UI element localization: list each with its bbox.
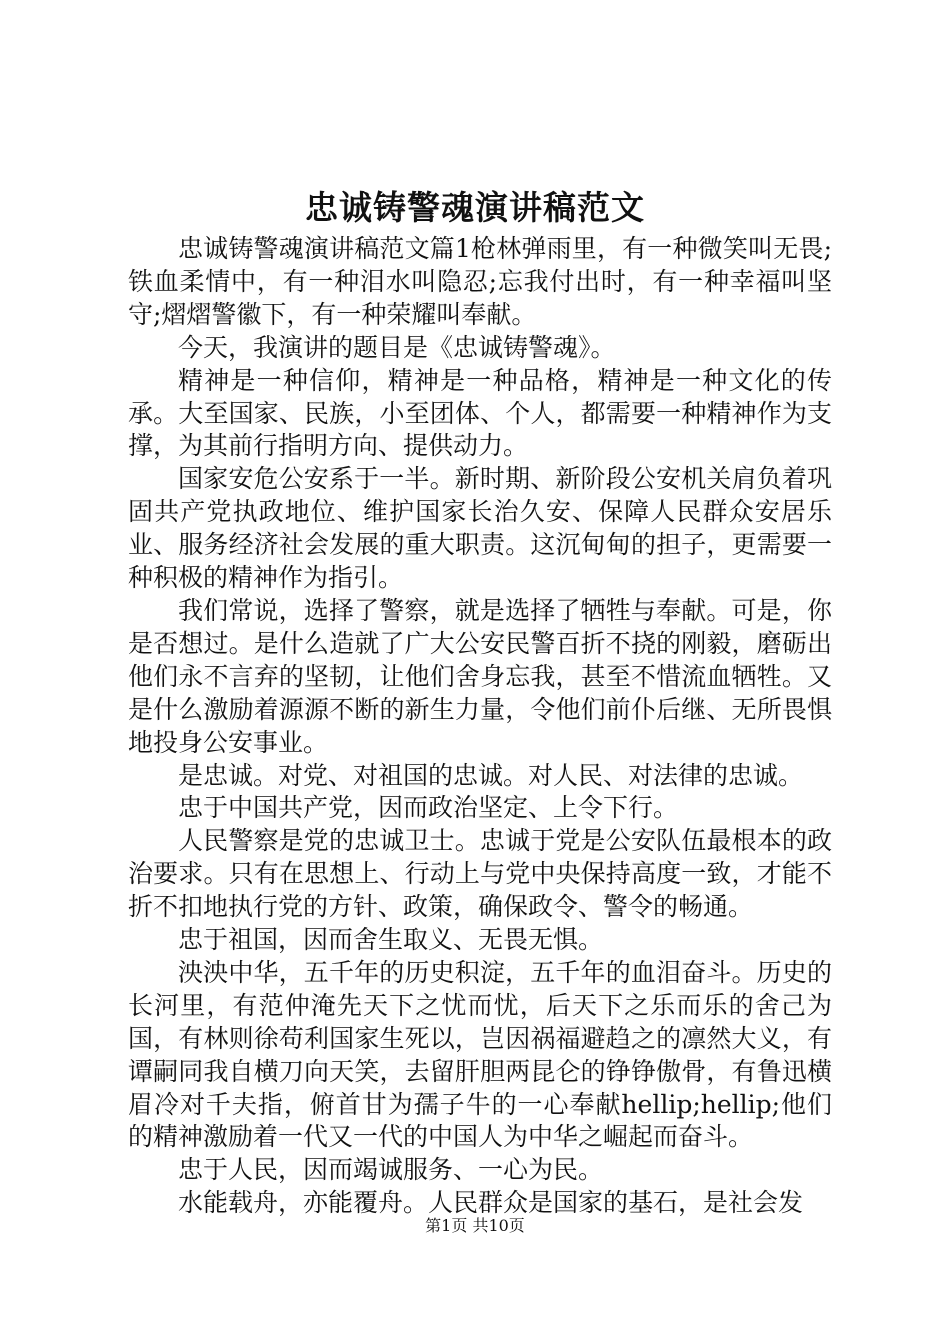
paragraph: 人民警察是党的忠诚卫士。忠诚于党是公安队伍最根本的政治要求。只有在思想上、行动上与党中央保持高度一致，才能不折不扣地执行党的方针、政策，确保政令、警令的畅通。 xyxy=(128,826,832,922)
paragraph: 忠于中国共产党，因而政治坚定、上令下行。 xyxy=(178,793,679,823)
paragraph: 忠于人民，因而竭诚服务、一心为民。 xyxy=(178,1155,604,1185)
paragraph: 水能载舟，亦能覆舟。人民群众是国家的基石，是社会发 xyxy=(178,1188,804,1218)
paragraph: 忠于祖国，因而舍生取义、无畏无惧。 xyxy=(178,925,604,955)
paragraph: 国家安危公安系于一半。新时期、新阶段公安机关肩负着巩固共产党执政地位、维护国家长治久安、保障人民群众安居乐业、服务经济社会发展的重大职责。这沉甸甸的担子，更需要一种积极的精神作为指引。 xyxy=(128,464,832,593)
document-title: 忠诚铸警魂演讲稿范文 xyxy=(305,188,645,227)
paragraph: 今天，我演讲的题目是《忠诚铸警魂》。 xyxy=(178,332,616,362)
document-body xyxy=(128,233,832,1220)
paragraph: 忠诚铸警魂演讲稿范文篇1枪林弹雨里，有一种微笑叫无畏;铁血柔情中，有一种泪水叫隐忍;忘我付出时，有一种幸福叫坚守;熠熠警徽下，有一种荣耀叫奉献。 xyxy=(128,234,832,329)
paragraph: 我们常说，选择了警察，就是选择了牺牲与奉献。可是，你是否想过。是什么造就了广大公安民警百折不挠的刚毅，磨砺出他们永不言弃的坚韧，让他们舍身忘我，甚至不惜流血牺牲。又是什么激励着源源不断的新生力量，令他们前仆后继、无所畏惧地投身公安事业。 xyxy=(128,595,832,757)
paragraph: 精神是一种信仰，精神是一种品格，精神是一种文化的传承。大至国家、民族，小至团体、个人，都需要一种精神作为支撑，为其前行指明方向、提供动力。 xyxy=(128,365,832,461)
paragraph: 泱泱中华，五千年的历史积淀，五千年的血泪奋斗。历史的长河里，有范仲淹先天下之忧而忧，后天下之乐而乐的舍己为国，有林则徐苟利国家生死以，岂因祸福避趋之的凛然大义，有谭嗣同我自横刀向天笑，去留肝胆两昆仑的铮铮傲骨，有鲁迅横眉冷对千夫指，俯首甘为孺子牛的一心奉献hellip;hellip;他们的精神激励着一代又一代的中国人为中华之崛起而奋斗。 xyxy=(128,957,832,1152)
page-footer: 第1页 共10页 xyxy=(425,1216,525,1235)
paragraph: 是忠诚。对党、对祖国的忠诚。对人民、对法律的忠诚。 xyxy=(178,760,804,790)
